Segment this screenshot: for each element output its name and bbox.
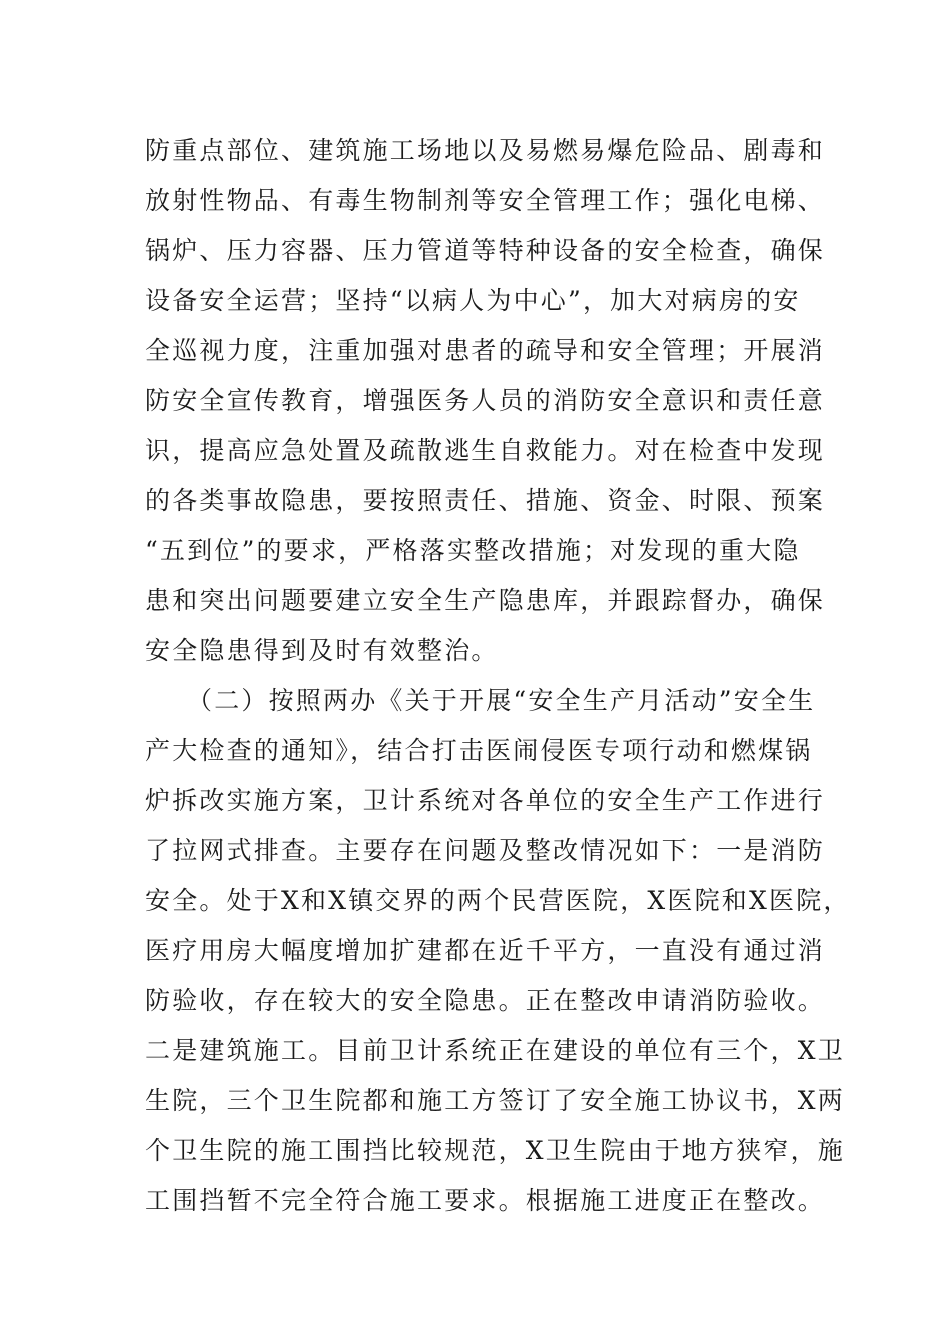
text-line: 个卫生院的施工围挡比较规范，X卫生院由于地方狭窄，施 [145,1136,846,1165]
text-line: 生院，三个卫生院都和施工方签订了安全施工协议书，X两 [145,1086,846,1115]
text-line: 防验收，存在较大的安全隐患。正在整改申请消防验收。 [145,986,826,1015]
text-line: 安全。处于X和X镇交界的两个民营医院，X医院和X医院， [145,886,851,915]
text-line: 工围挡暂不完全符合施工要求。根据施工进度正在整改。 [145,1186,826,1215]
text-line: 防重点部位、建筑施工场地以及易燃易爆危险品、剧毒和 [145,136,826,165]
text-line: 设备安全运营；坚持“以病人为中心”，加大对病房的安 [145,286,801,315]
text-line: 全巡视力度，注重加强对患者的疏导和安全管理；开展消 [145,336,826,365]
text-line: 安全隐患得到及时有效整治。 [145,636,499,665]
text-line: 炉拆改实施方案，卫计系统对各单位的安全生产工作进行 [145,786,826,815]
text-line: 放射性物品、有毒生物制剂等安全管理工作；强化电梯、 [145,186,826,215]
text-line: 锅炉、压力容器、压力管道等特种设备的安全检查，确保 [145,236,826,265]
text-line: 防安全宣传教育，增强医务人员的消防安全意识和责任意 [145,386,826,415]
text-line: 患和突出问题要建立安全生产隐患库，并跟踪督办，确保 [145,586,826,615]
text-line: 产大检查的通知》，结合打击医闹侵医专项行动和燃煤锅 [145,736,813,765]
text-line: 医疗用房大幅度增加扩建都在近千平方，一直没有通过消 [145,936,826,965]
text-line: “五到位”的要求，严格落实整改措施；对发现的重大隐 [145,536,801,565]
text-line: 的各类事故隐患，要按照责任、措施、资金、时限、预案 [145,486,826,515]
paragraph-heading-line: （二）按照两办《关于开展“安全生产月活动”安全生 [187,686,816,715]
text-line: 识，提高应急处置及疏散逃生自救能力。对在检查中发现 [145,436,826,465]
text-line: 二是建筑施工。目前卫计系统正在建设的单位有三个，X卫 [145,1036,846,1065]
text-line: 了拉网式排查。主要存在问题及整改情况如下：一是消防 [145,836,826,865]
